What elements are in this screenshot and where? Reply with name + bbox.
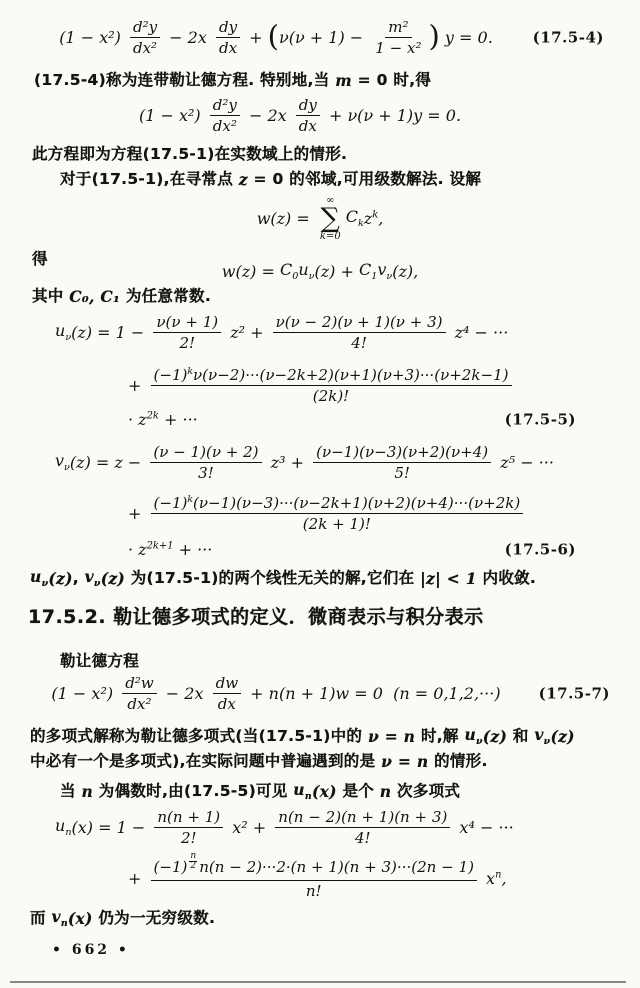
equation-body: (1 − x²) $\frac{\text{d²y}}{\text{dx²}}$ − 2x $\frac{dy}{dx}$ + ν(ν + 1)y = 0.	[138, 96, 462, 136]
text-real-domain: 此方程即为方程(17.5-1)在实数域上的情形.	[32, 145, 348, 163]
equation-body: w(z) = ∞ ∑ k=0 $C_k$ $z^k$ ,	[256, 195, 384, 242]
text-linearly-independent: $u_\nu$ (z) , $v_\nu$ (z) 为(17.5-1)的两个线性无关的解,它们在 |z| < 1 内收敛.	[30, 567, 537, 590]
equation-body: · $z^{2k+1}$ + ···	[128, 540, 213, 559]
scan-edge-artifact	[10, 981, 626, 983]
equation-body: w(z) = $C_0$ $u_\nu$ (z) + $C_1$ $v_\nu$ (z),	[221, 260, 419, 283]
page-number: • 662 •	[52, 942, 130, 958]
equation-un-line1	[55, 808, 514, 847]
equation-v-series-line2	[128, 494, 527, 533]
equation-general-solution	[0, 260, 640, 283]
text-arbitrary-constants: 其中 C₀, C₁ 为任意常数.	[32, 287, 212, 306]
text-polynomial-definition-line1: 的多项式解称为 勒让德多项式 (当(17.5-1)中的 ν = n 时,解 $u_\nu$ (z) 和 $v_\nu$ (z)	[30, 725, 575, 748]
equation-body: (1 − x²) $\frac{\text{d²y}}{\text{dx²}}$ − 2x $\frac{dy}{dx}$ + ( ν(ν + 1) − $\frac{\text{m²}}{\text{1 − x²}}$ ) y = 0.	[59, 18, 493, 58]
equation-v-series-line3	[128, 540, 640, 560]
equation-number: (17.5-5)	[504, 410, 576, 429]
equation-number: (17.5-6)	[504, 540, 576, 559]
equation-body: $u_n$ (x) = 1 − $\frac{n(n + 1)}{2!}$ x² + $\frac{n(n - 2)(n + 1)(n + 3)}{4!}$ x⁴ − ···	[55, 808, 514, 848]
text-series-method: 对于(17.5-1),在寻常点 z = 0 的邻域,可用级数解法. 设解	[60, 170, 482, 189]
equation-v-series-line1	[55, 443, 554, 482]
equation-un-line2	[128, 851, 507, 900]
equation-body: + (−1) $\frac{n}{2}$ n(n − 2)···2·(n + 1)(n + 3)···(2n − 1) n! $x^n$ ,	[128, 851, 507, 900]
equation-body: + $\frac{(-1)^k\nu(\nu-2)\cdot\cdot\cdot(\nu-2k+2)(\nu+1)(\nu+3)\cdot\cdot\cdot(\nu+2k-1)}{(2k)!}$	[128, 366, 516, 405]
equation-body: (1 − x²) $\frac{\text{d²w}}{\text{dx²}}$ − 2x $\frac{dw}{dx}$ + n(n + 1)w = 0 (n = 0,1,2,···)	[51, 674, 501, 714]
text-infinite-series: 而 $v_n$ (x) 仍为一无穷级数.	[30, 907, 216, 930]
equation-17-5-7	[0, 674, 640, 713]
equation-u-series-line3	[128, 410, 640, 430]
equation-body: · $z^{2k}$ + ···	[128, 410, 198, 429]
equation-body: + $\frac{(-1)^k(\nu-1)(\nu-3)\cdot\cdot\cdot(\nu-2k+1)(\nu+2)(\nu+4)\cdot\cdot\cdot(\nu+2k)}{(2k + 1)!}$	[128, 494, 527, 533]
equation-17-5-4	[0, 18, 640, 57]
equation-number: (17.5-4)	[532, 28, 604, 47]
text-legendre-equation-label: 勒让德方程	[60, 652, 140, 670]
section-heading: 17.5.2. 勒让德多项式的定义．微商表示与积分表示	[28, 606, 484, 628]
equation-u-series-line1	[55, 313, 508, 352]
text-polynomial-definition-line2: 中必有一个是多项式),在实际问题中普遍遇到的是 ν = n 的情形.	[30, 752, 488, 771]
text-then: 得	[32, 250, 48, 268]
equation-power-series	[0, 196, 640, 242]
equation-number: (17.5-7)	[538, 684, 610, 703]
equation-body: $u_\nu$ (z) = 1 − $\frac{\nu(\nu + 1)}{2!}$ z² + $\frac{\nu(\nu - 2)(\nu + 1)(\nu + 3)}{4!}$ z⁴ − ···	[55, 313, 509, 353]
equation-u-series-line2	[128, 366, 516, 405]
text-assoc-legendre-name: (17.5-4)称为 连带勒让德方程 . 特别地,当 m = 0 时,得	[34, 71, 432, 90]
text-even-case: 当 n 为偶数时,由(17.5-5)可见 $u_n$ (x) 是个 n 次多项式	[60, 780, 461, 803]
equation-body: $v_\nu$ (z) = z − $\frac{(\nu - 1)(\nu + 2)}{3!}$ z³ + $\frac{(\nu-1)(\nu-3)(\nu+2)(\nu+4)}{5!}$ z⁵ − ···	[55, 443, 554, 483]
equation-legendre-real	[0, 96, 640, 135]
